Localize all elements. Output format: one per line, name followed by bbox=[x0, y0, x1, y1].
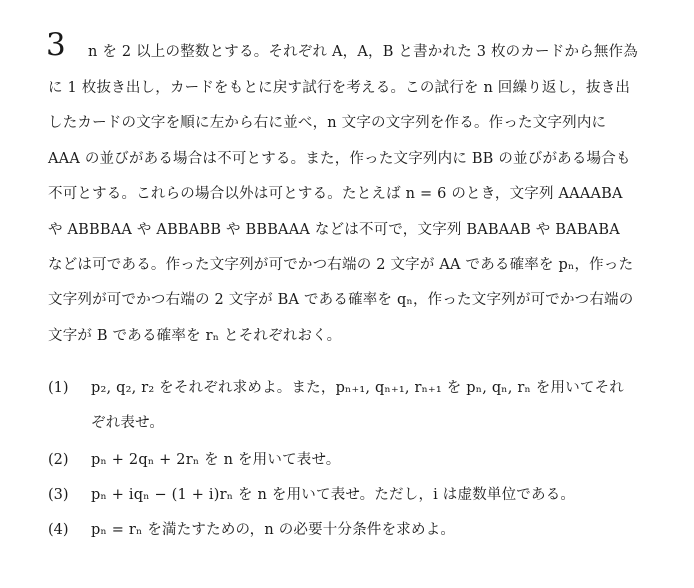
question-text: pₙ + iqₙ − (1 + i)rₙ を n を用いて表せ。ただし，i は虚数単位である。 bbox=[91, 487, 576, 503]
question-label: (2) bbox=[48, 452, 69, 468]
problem-line: 文字列が可でかつ右端の 2 文字が BA である確率を qₙ，作った文字列が可でかつ右端の bbox=[48, 292, 634, 308]
problem-line: に 1 枚抜き出し，カードをもとに戻す試行を考える。この試行を n 回繰り返し，抜き出 bbox=[48, 80, 631, 96]
question-text: p₂, q₂, r₂ をそれぞれ求めよ。また，pₙ₊₁, qₙ₊₁, rₙ₊₁ を pₙ, qₙ, rₙ を用いてそれ bbox=[91, 380, 625, 396]
question-text: ぞれ表せ。 bbox=[91, 415, 165, 431]
question-text: pₙ = rₙ を満たすための，n の必要十分条件を求めよ。 bbox=[91, 522, 456, 538]
problem-line: 文字が B である確率を rₙ とそれぞれおく。 bbox=[48, 328, 342, 344]
problem-line: n を 2 以上の整数とする。それぞれ A，A，B と書かれた 3 枚のカードから無作為 bbox=[88, 44, 638, 60]
problem-line: 不可とする。これらの場合以外は可とする。たとえば n = 6 のとき，文字列 AAAABA bbox=[48, 186, 623, 202]
question-label: (4) bbox=[48, 522, 69, 538]
problem-line: や ABBBAA や ABBABB や BBBAAA などは不可で，文字列 BABAAB や BABABA bbox=[48, 222, 620, 238]
question-text: pₙ + 2qₙ + 2rₙ を n を用いて表せ。 bbox=[91, 452, 341, 468]
problem-line: などは可である。作った文字列が可でかつ右端の 2 文字が AA である確率を pₙ，作った bbox=[48, 257, 634, 273]
problem-line: したカードの文字を順に左から右に並べ，n 文字の文字列を作る。作った文字列内に bbox=[48, 115, 607, 131]
problem-line: AAA の並びがある場合は不可とする。また，作った文字列内に BB の並びがある場合も bbox=[48, 151, 631, 167]
question-label: (1) bbox=[48, 380, 69, 396]
question-label: (3) bbox=[48, 487, 69, 503]
problem-number: 3 bbox=[46, 27, 66, 63]
